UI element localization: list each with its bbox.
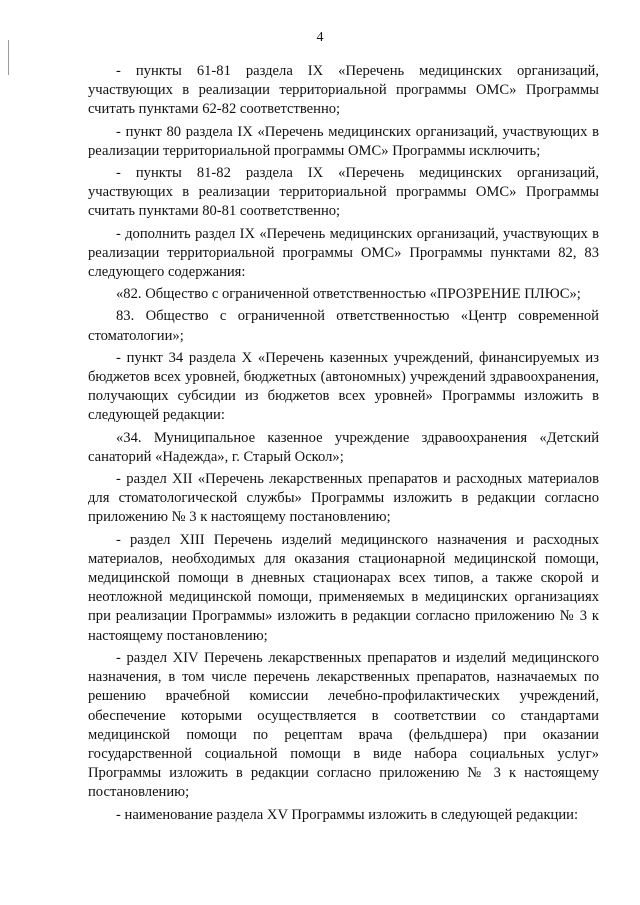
page-number: 4 (316, 30, 324, 45)
paragraph-item-8: «34. Муниципальное казенное учреждение здравоохранения «Детский санаторий «Надежда», г. Старый Оскол»; (88, 429, 599, 465)
paragraph-item-12: - наименование раздела XV Программы изложить в следующей редакции: (116, 806, 579, 823)
paragraph-item-5: «82. Общество с ограниченной ответственностью «ПРОЗРЕНИЕ ПЛЮС»; (116, 286, 581, 303)
paragraph-item-4: - дополнить раздел IX «Перечень медицинских организаций, участвующих в реализации территориальной программы ОМС» Программы пунктами 82, 83 следующего содержания: (88, 225, 599, 281)
document-body (88, 62, 599, 828)
paragraph-item-1: - пункты 61-81 раздела IX «Перечень медицинских организаций, участвующих в реализации территориальной программы ОМС» Программы считать пунктами 62-82 соответственно; (88, 63, 599, 118)
paragraph-item-6: 83. Общество с ограниченной ответственностью «Центр современной стоматологии»; (88, 308, 599, 344)
paragraph-item-9: - раздел XII «Перечень лекарственных препаратов и расходных материалов для стоматологической службы» Программы изложить в редакции согласно приложению № 3 к настоящему постановлению; (88, 471, 599, 526)
paragraph-item-10: - раздел XIII Перечень изделий медицинского назначения и расходных материалов, необходимых для оказания стационарной медицинской помощи, медицинской помощи в дневных стационарах всех типов, а также скорой и неотложной медицинской помощи, применяемых в медицинских организациях при реализации Программы» изложить в редакции согласно приложению № 3 к настоящему постановлению; (88, 531, 599, 644)
paragraph-item-2: - пункт 80 раздела IX «Перечень медицинских организаций, участвующих в реализации территориальной программы ОМС» Программы исключить; (88, 123, 599, 159)
paragraph-item-7: - пункт 34 раздела X «Перечень казенных учреждений, финансируемых из бюджетов всех уровней, бюджетных (автономных) учреждений здравоохранения, получающих субсидии из бюджетов всех уровней» Программы изложить в следующей редакции: (88, 349, 599, 424)
paragraph-item-3: - пункты 81-82 раздела IX «Перечень медицинских организаций, участвующих в реализации территориальной программы ОМС» Программы считать пунктами 80-81 соответственно; (88, 165, 599, 220)
paragraph-item-11: - раздел XIV Перечень лекарственных препаратов и изделий медицинского назначения, в том числе перечень лекарственных препаратов, назначаемых по решению врачебной комиссии лечебно-профилактических учреждений, обеспечение которыми осуществляется в соответствии со стандартами медицинской помощи по рецептам врача (фельдшера) при оказании государственной социальной помощи в виде набора социальных услуг» Программы изложить в редакции согласно приложению № 3 к настоящему постановлению; (88, 649, 599, 801)
